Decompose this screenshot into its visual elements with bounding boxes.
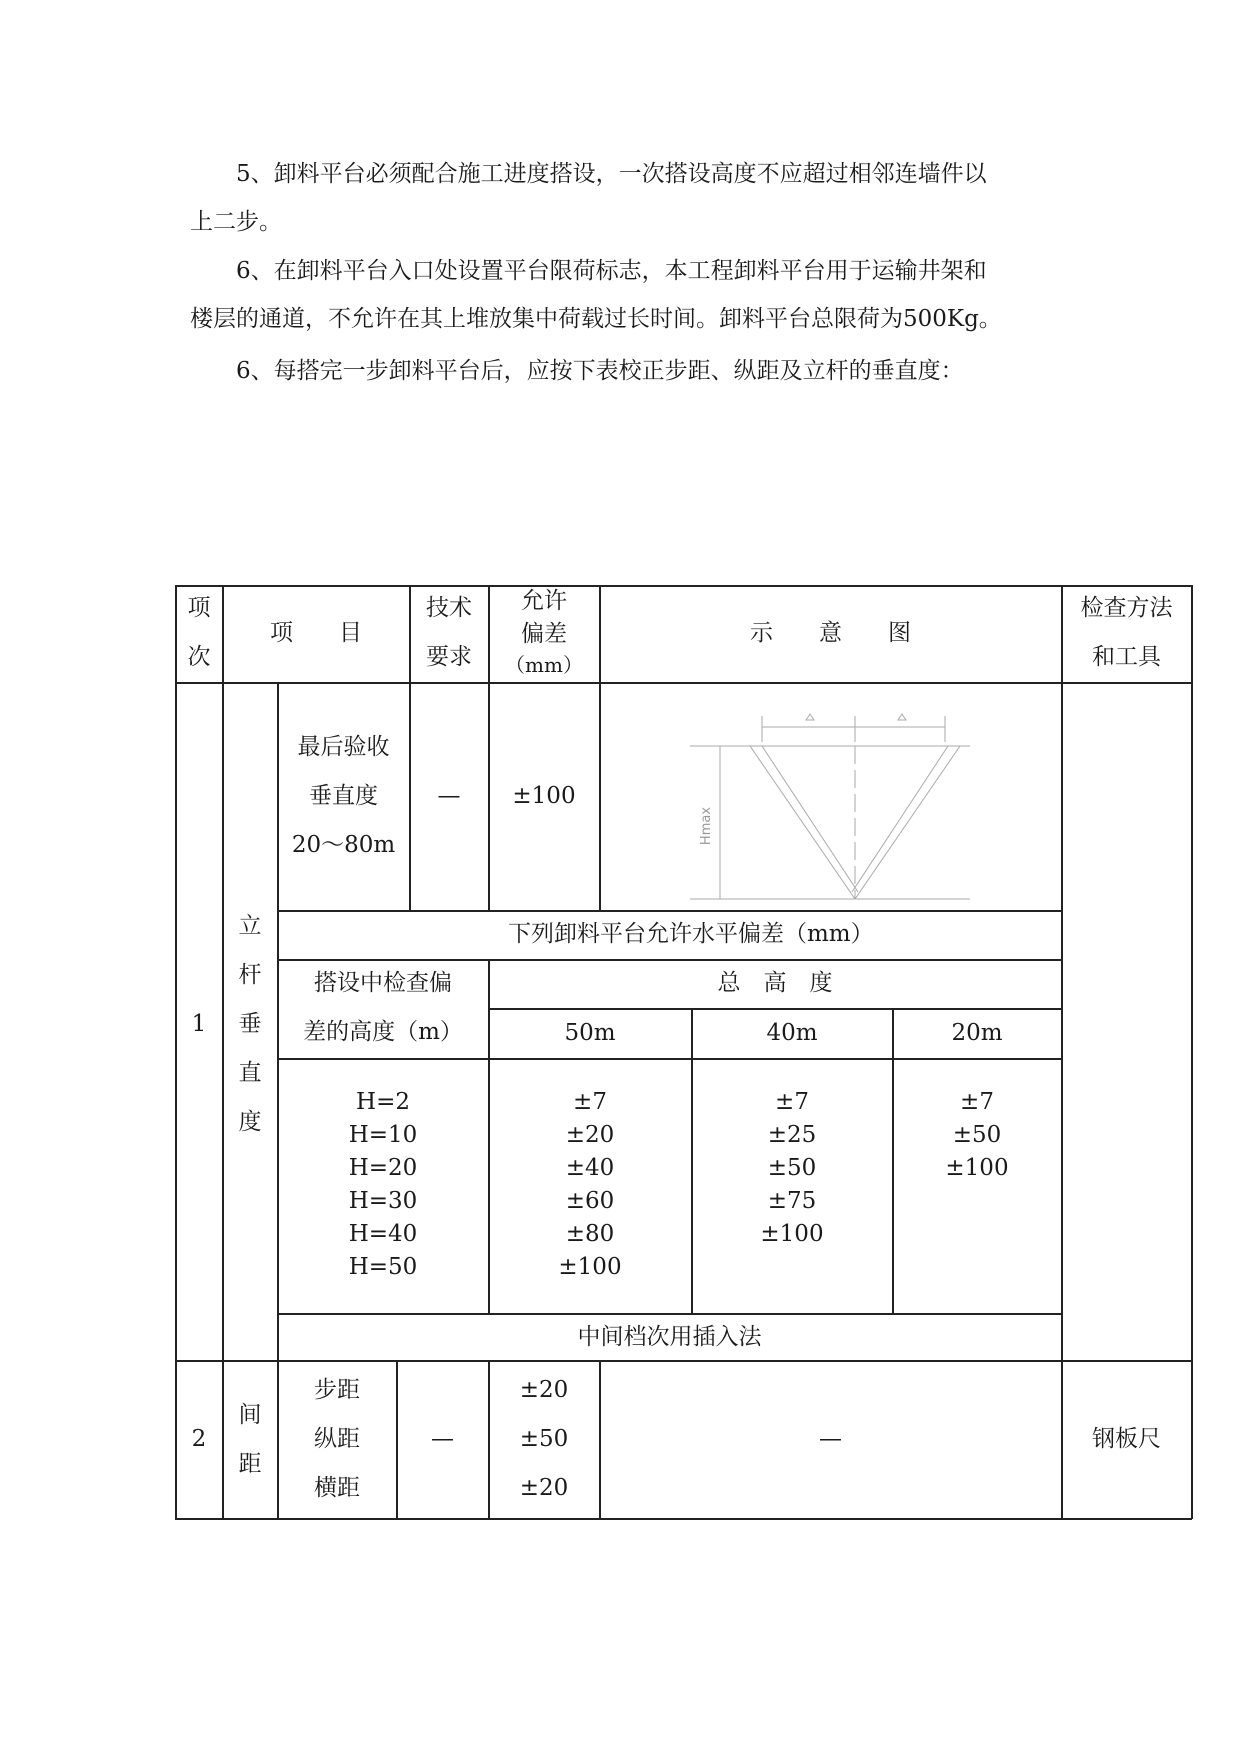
row1-category: [223, 902, 277, 1147]
tolerance-value: ±100: [760, 1221, 824, 1247]
row1-category-char: 垂: [238, 1011, 262, 1037]
paragraph-line: 上二步。: [190, 209, 282, 235]
row1-dev: ±100: [512, 783, 576, 809]
row1-col-40: [692, 1086, 892, 1251]
row2-subs: [278, 1366, 396, 1513]
header-tech-1: 技术: [426, 595, 472, 621]
paragraph-line: 6、在卸料平台入口处设置平台限荷标志，本工程卸料平台用于运输井架和: [236, 258, 987, 284]
row1-horizontal-title: 下列卸料平台允许水平偏差（mm）: [508, 921, 874, 947]
header-tech-2: 要求: [426, 644, 472, 670]
row2-no: 2: [191, 1426, 207, 1452]
row2-category: [223, 1391, 277, 1489]
row1-footer: 中间档次用插入法: [577, 1324, 762, 1350]
row2-sub: 横距: [314, 1475, 360, 1501]
row1-height-label-2: 差的高度（m）: [303, 1019, 463, 1045]
row2-tech: —: [431, 1426, 454, 1452]
paragraph-line: 楼层的通道，不允许在其上堆放集中荷载过长时间。卸料平台总限荷为500Kg。: [190, 306, 1002, 332]
tolerance-value: ±75: [767, 1188, 817, 1214]
row2-diagram: —: [819, 1426, 842, 1452]
diagram-pole: [852, 746, 948, 892]
row1-category-char: 度: [238, 1109, 262, 1135]
paragraph-line: 5、卸料平台必须配合施工进度搭设，一次搭设高度不应超过相邻连墙件以: [236, 161, 987, 187]
tolerance-value: ±100: [945, 1155, 1009, 1181]
tolerance-value: ±60: [565, 1188, 615, 1214]
diagram-hmax-label: Hmax: [699, 806, 714, 846]
h-value: H=20: [348, 1155, 418, 1181]
table-border-right: [1191, 585, 1193, 1519]
row1-height-50: 50m: [564, 1020, 616, 1046]
row1-category-char: 杆: [238, 962, 262, 988]
diagram-triangle-mark: [806, 714, 814, 720]
row1-col-20: [893, 1086, 1061, 1185]
tolerance-value: ±25: [767, 1122, 817, 1148]
row2-category-char: 距: [238, 1451, 262, 1477]
h-value: H=30: [348, 1188, 418, 1214]
diagram-triangle-mark: [898, 714, 906, 720]
h-value: H=40: [348, 1221, 418, 1247]
row1-no: 1: [191, 1011, 207, 1037]
row1-sub-1: 最后验收: [297, 734, 390, 760]
header-no-1: 项: [187, 595, 211, 621]
table-border-left: [175, 585, 177, 1519]
row1-sub-3: 20～80m: [291, 832, 396, 858]
tolerance-value: ±20: [565, 1122, 615, 1148]
header-no-2: 次: [187, 644, 211, 670]
header-item: 项 目: [270, 620, 362, 646]
diagram-pole: [750, 746, 855, 899]
row2-method: 钢板尺: [1092, 1426, 1161, 1452]
row1-category-char: 直: [238, 1060, 262, 1086]
header-dev-1: 允许: [521, 588, 567, 614]
table-rule: [277, 1058, 1062, 1060]
tolerance-value: ±50: [767, 1155, 817, 1181]
row2-category-char: 间: [238, 1402, 262, 1428]
row1-total-height: 总 高 度: [717, 970, 833, 996]
verticality-diagram: [690, 706, 980, 906]
tolerance-value: ±40: [565, 1155, 615, 1181]
row2-dev: ±50: [519, 1426, 569, 1452]
tolerance-value: ±7: [573, 1089, 607, 1115]
header-deviation: [489, 585, 599, 679]
h-value: H=10: [348, 1122, 418, 1148]
row2-sub: 步距: [314, 1377, 360, 1403]
header-method-1: 检查方法: [1080, 595, 1173, 621]
tolerance-value: ±7: [775, 1089, 809, 1115]
header-dev-2: 偏差: [521, 621, 567, 647]
table-rule: [1061, 585, 1063, 1519]
row2-dev: ±20: [519, 1475, 569, 1501]
tolerance-value: ±80: [565, 1221, 615, 1247]
h-value: H=2: [356, 1089, 410, 1115]
diagram-pole: [855, 746, 960, 899]
tolerance-value: ±50: [952, 1122, 1002, 1148]
h-value: H=50: [348, 1254, 418, 1280]
header-diagram: 示 意 图: [750, 620, 911, 646]
row1-col-50: [489, 1086, 691, 1284]
row1-category-char: 立: [238, 913, 262, 939]
row1-h-values: [278, 1086, 488, 1284]
row1-height-label-1: 搭设中检查偏: [314, 970, 452, 996]
header-dev-3: （mm）: [505, 653, 583, 677]
diagram-pole: [762, 746, 858, 892]
table-border-top: [175, 585, 1192, 587]
row1-height-40: 40m: [766, 1020, 818, 1046]
row2-dev: ±20: [519, 1377, 569, 1403]
header-method-2: 和工具: [1092, 644, 1161, 670]
row1-tech: —: [437, 783, 461, 809]
row2-devs: [489, 1366, 599, 1513]
row1-height-20: 20m: [951, 1020, 1003, 1046]
table-border-bottom: [175, 1518, 1192, 1520]
row1-sub-2: 垂直度: [309, 783, 378, 809]
table-rule: [175, 682, 1192, 684]
row2-sub: 纵距: [314, 1426, 360, 1452]
tolerance-value: ±100: [558, 1254, 622, 1280]
row1-sub: [278, 723, 409, 870]
tolerance-value: ±7: [960, 1089, 994, 1115]
paragraph-line: 6、每搭完一步卸料平台后，应按下表校正步距、纵距及立杆的垂直度：: [236, 358, 964, 384]
